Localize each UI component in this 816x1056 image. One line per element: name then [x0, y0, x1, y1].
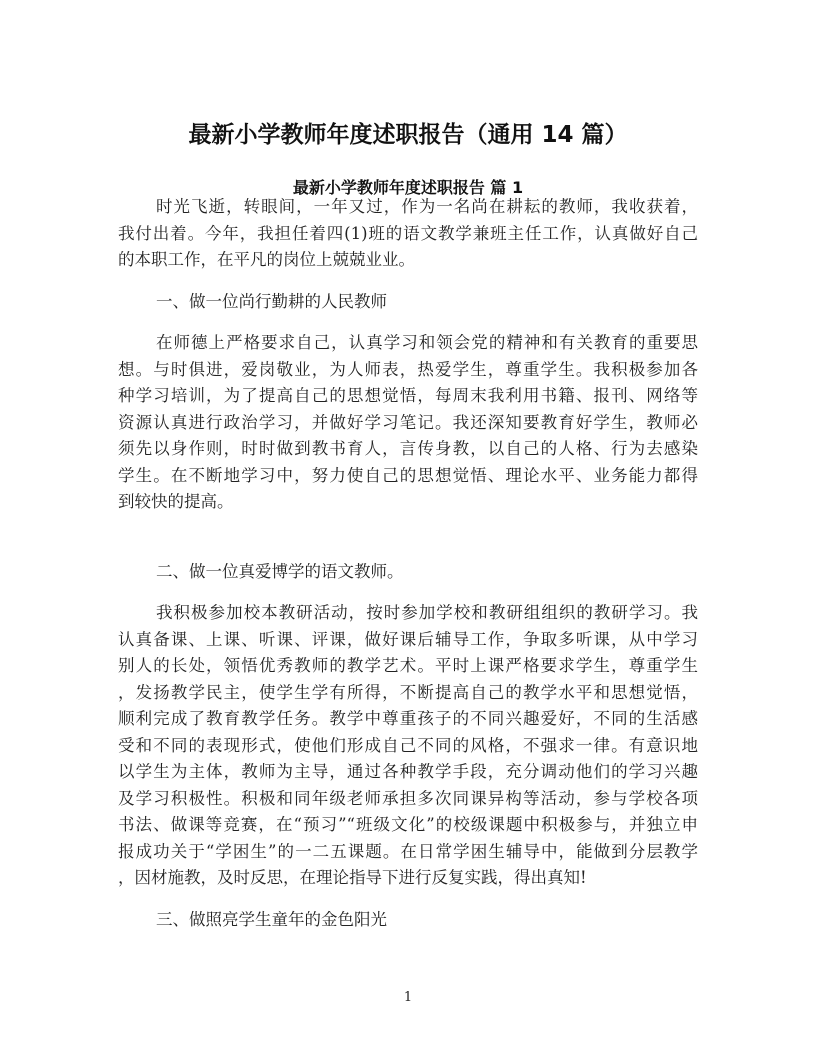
text-line: 到较快的提高。 [118, 492, 234, 511]
text-line: 我付出着。今年，我担任着四(1)班的语文教学兼班主任工作，认真做好自己 [118, 223, 698, 243]
text-line: 我积极参加校本教研活动，按时参加学校和教研组组织的教研学习。我 [156, 603, 698, 622]
heading-1: 一、做一位尚行勤耕的人民教师 [156, 292, 387, 311]
text-line: 学生。在不断地学习中，努力使自己的思想觉悟、理论水平、业务能力都得 [118, 465, 698, 485]
text-line: 的本职工作，在平凡的岗位上兢兢业业。 [118, 250, 415, 269]
section-title: 最新小学教师年度述职报告 篇 1 [292, 178, 524, 197]
text-line: 认真备课、上课、听课、评课，做好课后辅导工作，争取多听课，从中学习 [118, 629, 698, 649]
text-line: 顺利完成了教育教学任务。教学中尊重孩子的不同兴趣爱好，不同的生活感 [118, 709, 698, 728]
text-line: 种学习培训，为了提高自己的思想觉悟，每周末我利用书籍、报刊、网络等 [118, 386, 698, 405]
text-line: 及学习积极性。积极和同年级老师承担多次同课异构等活动，参与学校各项 [118, 788, 698, 808]
paragraph-1 [118, 194, 698, 274]
text-line: 时光飞逝，转眼间，一年又过，作为一名尚在耕耘的教师，我收获着， [156, 197, 698, 216]
paragraph-2 [118, 330, 698, 516]
text-line: 资源认真进行政治学习，并做好学习笔记。我还深知要教育好学生，教师必 [118, 412, 698, 432]
heading-3: 三、做照亮学生童年的金色阳光 [156, 910, 387, 929]
page-number: 1 [403, 990, 413, 1005]
text-line: 别人的长处，领悟优秀教师的教学艺术。平时上课严格要求学生，尊重学生 [118, 656, 698, 675]
text-line: ，发扬教学民主，使学生学有所得，不断提高自己的教学水平和思想觉悟， [118, 682, 698, 702]
text-line: 在师德上严格要求自己，认真学习和领会党的精神和有关教育的重要思 [156, 333, 698, 352]
text-line: 书法、做课等竞赛，在“预习”“班级文化”的校级课题中积极参与，并独立申 [118, 815, 698, 834]
text-line: 想。与时俱进，爱岗敬业，为人师表，热爱学生，尊重学生。我积极参加各 [118, 359, 698, 379]
heading-2: 二、做一位真爱博学的语文教师。 [156, 562, 404, 581]
paragraph-3 [118, 600, 698, 892]
text-line: ，因材施教，及时反思，在理论指导下进行反复实践，得出真知! [118, 868, 587, 887]
text-line: 报成功关于“学困生”的一二五课题。在日常学困生辅导中，能做到分层教学 [118, 841, 698, 861]
text-line: 受和不同的表现形式，使他们形成自己不同的风格，不强求一律。有意识地 [118, 735, 698, 755]
document-title: 最新小学教师年度述职报告（通用 14 篇） [188, 122, 628, 148]
text-line: 须先以身作则，时时做到教书育人，言传身教，以自己的人格、行为去感染 [118, 439, 698, 458]
text-line: 以学生为主体，教师为主导，通过各种教学手段，充分调动他们的学习兴趣 [118, 762, 698, 781]
